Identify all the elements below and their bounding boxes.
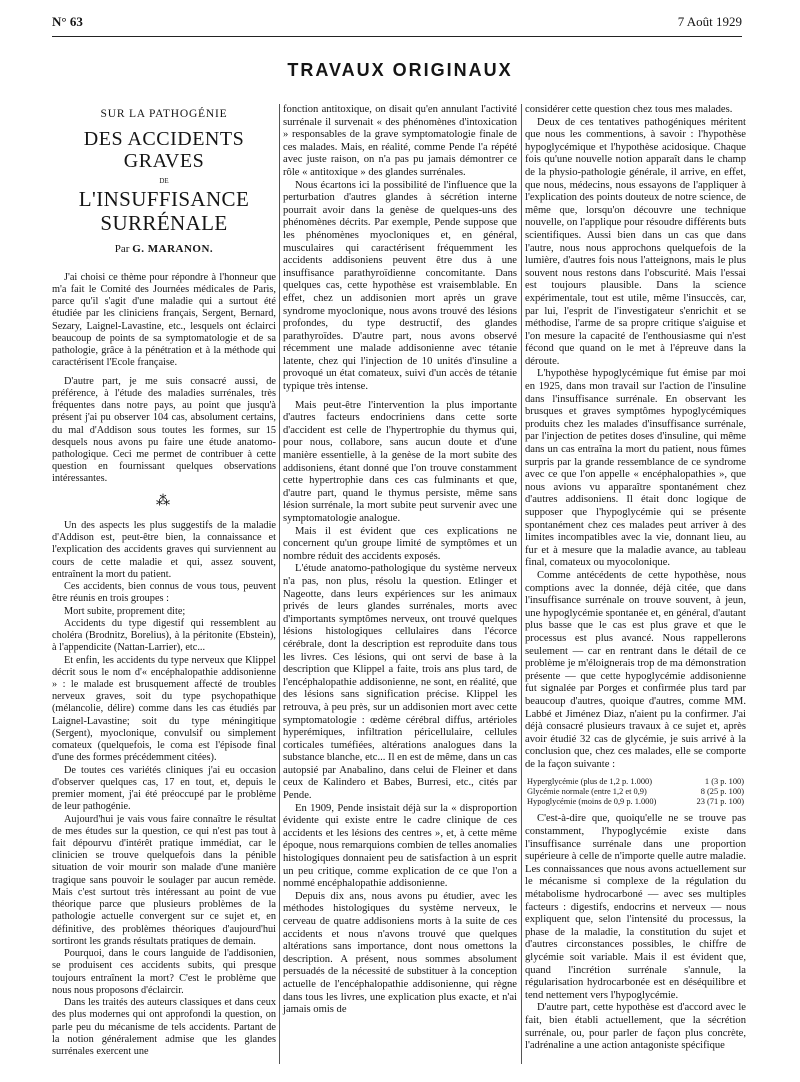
paragraph: L'hypothèse hypoglycémique fut émise par moi en 1925, dans mon travail sur l'action de l'insuline dans l'insuffisance surrénale. En observant les brusques et graves symptômes hypoglycémiques produits chez les malades d'insuffisance surrénale, par l'injection de petites doses d'insuline, qui même dans un cas entraîna la mort du patient, nous fûmes surpris par la grande ressemblance de ce syndrome avec ce que l'on appelle « encéphalopathies », que nous avions vu apparaître spontanément chez d'autres addisoniens. Il était donc logique de supposer que l'hypoglycémie qui se présente spontanément chez ces malades peut arriver à des limites incompatibles avec la vie, donnant lieu, au fur et à mesure que la maladie avance, au tableau final, comateux ou myocolonique.: [525, 368, 746, 569]
paragraph: Mort subite, proprement dite;: [64, 605, 186, 617]
paragraph: D'autre part, cette hypothèse est d'accord avec le fait, bien établi actuellement, que la sécrétion surrénale, ou, pour parler de façon plus concrète, l'adrénaline a une action antagoniste spécifique: [525, 1002, 746, 1052]
issue-number: N° 63: [52, 14, 83, 29]
byline-prefix: Par: [114, 243, 130, 256]
title-line-3: L'INSUFFISANCE SURRÉNALE: [78, 187, 250, 236]
table-cell-label: Hypoglycémie (moins de 0,9 p. 1.000): [527, 797, 657, 807]
section-title: TRAVAUX ORIGINAUX: [287, 60, 513, 80]
article-title: [52, 108, 276, 256]
paragraph: Mais il est évident que ces explications ne concernent qu'un groupe limité de symptômes et un nombre réduit des accidents exposés.: [283, 525, 517, 562]
paragraph: Accidents du type digestif qui ressemblent au choléra (Brodnitz, Borelius), à la péritonite (Ebstein), à l'appendicite (Nattan-Larrier), etc...: [52, 617, 276, 654]
table-cell-value: 23 (71 p. 100): [696, 797, 744, 807]
table-cell-label: Hyperglycémie (plus de 1,2 p. 1.000): [527, 777, 652, 787]
title-de: DE: [159, 177, 169, 186]
table-row: [525, 797, 746, 807]
paragraph: fonction antitoxique, on disait qu'en annulant l'activité surrénale il survenait « des phénomènes d'intoxication » responsables de la grave symptomatologie finale de ces malades. Mais, en réalité, comme Pende l'a répété avec juste raison, on n'a pas pu jamais démontrer ce rôle « antitoxique » des glandes surrénales.: [283, 104, 517, 178]
paragraph: Mais peut-être l'intervention la plus importante d'autres facteurs endocriniens dans cette sorte d'accident est celle de l'hypertrophie du thymus qui, pour nous, collabore, sans aucun doute et d'une manière essentielle, à la genèse de la mort subite des addisoniens, étant donné que l'on trouve constamment cette hypertrophie dans ces cas fulminants et que, d'autre part, quand le thymus persiste, même sans lésion surrénale, la mort subite peut survenir avec une symptomatologie analogue.: [283, 399, 517, 524]
paragraph: L'étude anatomo-pathologique du système nerveux n'a pas, non plus, résolu la question. Etlinger et Nageotte, dans leurs expériences sur les animaux privés de leurs glandes surrénales, morts avec d'importants symptômes nerveux, ont trouvé quelques lésions histologiques cellulaires dans l'écorce cérébrale, dont la description est reproduite dans tous les livres. Ces lésions, qui ont servi de base à la description que Klippel a faite, trois ans plus tard, de l'encéphalopathie addisonienne, ne sont, en réalité, que des lésions sans signification précise. Klippel les retrouva, à peu près, sur un addisonien mort avec cette symptomatologie : œdème cérébral diffus, artérioles hyperémiques, infiltration péricellulaire, cellules corticales tuméfiées, altérations analogues dans la substance blanche, etc... Il en est de même, dans un cas autopsié par Anabalino, dans celui de Fleiner et dans ceux de Kalindero et Babes, Burresi, etc., cités par Pende.: [283, 563, 517, 802]
table-row: [525, 777, 746, 787]
table-row: [525, 787, 746, 797]
title-line-2: DES ACCIDENTS GRAVES: [83, 128, 245, 173]
paragraph: Deux de ces tentatives pathogéniques méritent que nous les commentions, à savoir : l'hypothèse hypoglycémique et l'hypothèse acidosique. Chaque fois qu'une nouvelle notion apparaît dans le champ de la physio-pathologie générale, il arrive, en effet, que nous, médecins, nous essayons de l'appliquer à l'explication des points douteux de notre science, de même que, lorsqu'on découvre une technique nouvelle, on l'applique pour résoudre différents buts scientifiques. Aussi bien dans un cas que dans l'autre, nous nous approchons quelquefois de la lumière, d'autres fois nous l'atteignons, mais le plus souvent nous restons dans l'obscurité. Mais l'essai est toujours plausible. Dans la science expérimentale, tout est utile, même l'insuccès, car, par lui, l'esprit de l'investigateur s'enrichit et se méthodise, l'arme de sa propre critique s'aiguise et l'on mesure la capacité de l'enthousiasme qui n'est fécond que quand on le met à l'épreuve dans la déroute.: [525, 116, 746, 367]
paragraph: Et enfin, les accidents du type nerveux que Klippel décrit sous le nom d'« encéphalopathie addisonienne » : le malade est brusquement affecté de troubles nerveux graves, soit du type psychopathique (mélancolie, délire) comme dans les cas étudiés par Laignel-Lavastine; soit du type méningitique (Sergent), myoclonique, convulsif ou simplement comateux (quelquefois, le coma est l'épisode final d'une des formes précédemment citées).: [52, 654, 276, 764]
paragraph: Depuis dix ans, nous avons pu étudier, avec les méthodes histologiques du système nerveux, le cerveau de quatre addisoniens morts à la suite de ces accidents et nous n'avons trouvé que quelques altérations sans importance, dont nous omettons la description. A présent, nous sommes absolument persuadés de la nécessité de substituer à la conception actuelle de l'encéphalopathie addisonienne, qui règne dans tous les livres, une explication plus exacte, et n'ai jamais omis de: [283, 890, 517, 1016]
title-line-1: SUR LA PATHOGÉNIE: [100, 108, 228, 120]
issue-date: 7 Août 1929: [677, 14, 742, 29]
paragraph: D'autre part, je me suis consacré aussi, de préférence, à l'étude des maladies surrénales, très fréquentes dans notre pays, au point que jusqu'à présent j'ai pu observer 104 cas, absolument certains, du mal d'Addison sous toutes les formes, sur 15 desquels nous avons pu faire une étude anatomo-pathologique. Ceci me permet de contribuer à cette question en fournissant quelques observations intéressantes.: [52, 375, 276, 485]
column-1: [52, 108, 276, 1058]
author-name: G. MARANON.: [132, 243, 214, 256]
column-divider: [521, 104, 522, 1064]
asterism-ornament: ⁂: [156, 493, 172, 509]
paragraph: Dans les traités des auteurs classiques et dans ceux des plus modernes qui ont approfondi la question, on parle peu du mécanisme de tels accidents. Partant de la notion généralement admise que les glandes surrénales exercent une: [52, 997, 276, 1057]
table-cell-label: Glycémie normale (entre 1,2 et 0,9): [527, 787, 647, 797]
table-cell-value: 8 (25 p. 100): [700, 787, 744, 797]
column-3: [525, 104, 746, 1053]
paragraph: C'est-à-dire que, quoiqu'elle ne se trouve pas constamment, l'hypoglycémie existe dans l'insuffisance surrénale dans une proportion supérieure à celle de n'importe quelle autre maladie. Les connaissances que nous avons actuellement sur le mécanisme si complexe de la régulation du métabolisme hydrocarboné — avec ses multiples facteurs : digestifs, endocrins et nerveux — nous expliquent que, selon l'intensité du processus, la phase de la maladie, la constitution du sujet et d'autres circonstances possibles, le chiffre de glycémie soit variable. Mais il est évident que, quand l'incrétion surrénale s'annule, la régularisation hydrocarbonée est en déséquilibre et tend nettement vers l'hypoglycémie.: [525, 813, 746, 1001]
byline: [52, 243, 276, 255]
paragraph: Comme antécédents de cette hypothèse, nous comptions avec la donnée, déjà citée, que dans l'insuffisance surrénale on trouve souvent, à jeun, une hypoglycémie spontanée et, en général, d'autant plus basse que le cas est plus grave et que le processus est plus avancé. Nous rappellerons seulement — car en rentrant dans le détail de ce problème je m'éloignerais trop de ma démonstration présente — que cette hypoglycémie addisonienne fut signalée par Porges et confirmée plus tard par beaucoup d'autres, quoique d'autres, comme MM. Labbé et Jiménez Diaz, n'aient pu la confirmer. J'ai déjà consacré plusieurs travaux à ce sujet et, après avoir étudié 32 cas de glycémie, je suis arrivé à la conclusion que, chez ces malades, elle se comporte de la façon suivante :: [525, 569, 746, 770]
paragraph: De toutes ces variétés cliniques j'ai eu occasion d'observer quelques cas, 17 en tout, et, depuis le premier moment, j'ai été préoccupé par le problème de leur pathogénie.: [52, 764, 276, 813]
paragraph: En 1909, Pende insistait déjà sur la « disproportion évidente qui existe entre le cadre clinique de ces accidents et les lésions des centres », et, à cette même époque, nous remarquions combien de telles anomalies histologiques donnaient peu de satisfaction à un esprit un peu critique, comme explication de ce que l'on a nommé encéphalopathie addisonienne.: [283, 802, 517, 890]
table-cell-value: 1 (3 p. 100): [704, 777, 744, 787]
paragraph: Un des aspects les plus suggestifs de la maladie d'Addison est, peut-être bien, la connaissance et l'explication des accidents graves qui surviennent au cours de cette maladie et qui, assez souvent, entraînent la mort du patient.: [52, 519, 276, 580]
glycemia-table: [525, 777, 746, 807]
paragraph: Nous écartons ici la possibilité de l'influence que la perturbation d'autres glandes à sécrétion interne pourrait avoir dans la genèse de quelques-uns des phénomènes décrits. Par exemple, Pende suppose que les phénomènes myocloniques et, en général, musculaires qui caractérisent fréquemment les accidents addisoniens peuvent être dus à une insuffisance parathyroïdienne concomitante. Dans quelques cas, cette hypothèse est vraisemblable. En effet, chez un addisonien mort après un grave syndrome myoclonique, nous avons trouvé des lésions profondes, du type destructif, des glandes parathyroïdes. D'autre part, nous avons observé récemment une malade addisonienne avec tétanie latente, chez qui l'injection de 10 unités d'insuline a provoqué un état comateux, suivi d'un accès de tétanie typique très intense.: [283, 179, 517, 393]
header-rule: [52, 36, 742, 37]
paragraph: Ces accidents, bien connus de vous tous, peuvent être réunis en trois groupes :: [52, 581, 276, 605]
paragraph: J'ai choisi ce thème pour répondre à l'honneur que m'a fait le Comité des Journées médicales de Paris, parce qu'il s'agit d'une maladie qui a surtout été étudiée par les cliniciens français, Sergent, Bernard, Sezary, Laignel-Lavastine, etc., lesquels ont éclairci beaucoup de points de sa symptomatologie et de sa pathologie, grâce à la pénétration et à la méthode qui caractérisent l'Ecole française.: [52, 271, 276, 369]
paragraph: Aujourd'hui je vais vous faire connaître le résultat de mes études sur la question, ce qui n'est pas tout à fait dépourvu d'intérêt pratique immédiat, car le clinicien se trouve quelquefois dans la pénible situation de voir mourir son malade d'une manière tragique sans pouvoir le soulager par aucun remède. Mais c'est surtout très intéressant au point de vue théorique parce que plusieurs problèmes de la pathologie actuelle convergent sur ce sujet et, en définitive, des problèmes théoriques d'aujourd'hui sortiront les grands résultats pratiques de demain.: [52, 813, 276, 947]
column-2: [283, 104, 517, 1017]
paragraph: considérer cette question chez tous mes malades.: [525, 104, 733, 115]
column-divider: [279, 104, 280, 1064]
paragraph: Pourquoi, dans le cours languide de l'addisonien, se produisent ces accidents subits, qui presque toujours entraînent la mort? C'est le problème que nous nous proposons d'éclaircir.: [52, 948, 276, 996]
